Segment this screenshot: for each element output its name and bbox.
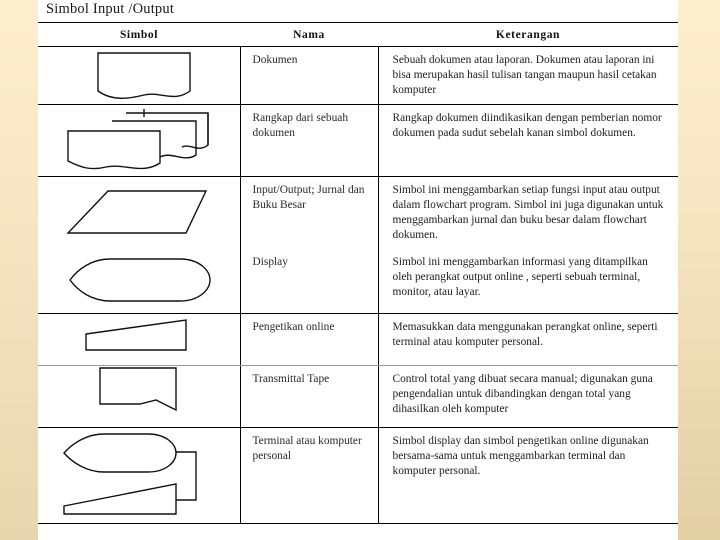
keterangan-cell: Sebuah dokumen atau laporan. Dokumen atau laporan ini bisa merupakan hasil tulisan tangan maupun hasil cetakan komputer bbox=[378, 47, 678, 105]
keterangan-cell: Rangkap dokumen diindikasikan dengan pemberian nomor dokumen pada sudut sebelah kanan simbol dokumen. bbox=[378, 105, 678, 177]
symbol-cell bbox=[38, 249, 240, 313]
symbol-cell bbox=[38, 427, 240, 523]
table-row bbox=[38, 313, 678, 365]
keterangan-cell: Memasukkan data menggunakan perangkat online, seperti terminal atau komputer personal. bbox=[378, 313, 678, 365]
nama-cell: Dokumen bbox=[240, 47, 378, 105]
nama-cell: Rangkap dari sebuah dokumen bbox=[240, 105, 378, 177]
table-row bbox=[38, 47, 678, 105]
symbol-cell bbox=[38, 47, 240, 105]
keterangan-cell: Control total yang dibuat secara manual; digunakan guna pengendalian untuk dibandingkan dengan total yang dihasilkan oleh komputer bbox=[378, 365, 678, 427]
nama-cell: Pengetikan online bbox=[240, 313, 378, 365]
manual-input-keyboard-symbol bbox=[38, 314, 238, 365]
left-decorative-strip bbox=[0, 0, 38, 540]
transmittal-tape-symbol bbox=[38, 366, 238, 427]
table-row bbox=[38, 177, 678, 250]
nama-cell: Transmittal Tape bbox=[240, 365, 378, 427]
column-header-simbol: Simbol bbox=[38, 23, 240, 47]
table-header-row bbox=[38, 23, 678, 47]
document-symbol bbox=[38, 47, 238, 103]
page-title: Simbol Input /Output bbox=[46, 1, 175, 17]
terminal-computer-symbol bbox=[38, 428, 238, 523]
symbol-cell bbox=[38, 177, 240, 250]
table-row bbox=[38, 365, 678, 427]
multiple-documents-symbol bbox=[38, 105, 238, 176]
symbol-cell bbox=[38, 105, 240, 177]
symbol-cell bbox=[38, 313, 240, 365]
table-row bbox=[38, 427, 678, 523]
keterangan-cell: Simbol display dan simbol pengetikan online digunakan bersama-sama untuk menggambarkan terminal dan komputer personal. bbox=[378, 427, 678, 523]
nama-cell: Display bbox=[240, 249, 378, 313]
keterangan-cell: Simbol ini menggambarkan setiap fungsi input atau output dalam flowchart program. Simbol ini juga digunakan untuk menggambarkan jurnal dan buku besar dalam flowchart dokumen. bbox=[392, 184, 664, 242]
slide-content bbox=[38, 0, 678, 540]
right-decorative-strip bbox=[678, 0, 720, 540]
column-header-nama: Nama bbox=[240, 23, 378, 47]
parallelogram-input-output-symbol bbox=[38, 177, 238, 248]
symbol-reference-table bbox=[38, 22, 678, 524]
table-row bbox=[38, 105, 678, 177]
display-symbol bbox=[38, 249, 238, 312]
keterangan-cell: Simbol ini menggambarkan informasi yang ditampilkan oleh perangkat output online , seperti sebuah terminal, monitor, atau layar. bbox=[378, 249, 678, 313]
nama-cell: Terminal atau komputer personal bbox=[240, 427, 378, 523]
nama-cell: Input/Output; Jurnal dan Buku Besar bbox=[240, 177, 378, 250]
symbol-cell bbox=[38, 365, 240, 427]
table-row bbox=[38, 249, 678, 313]
column-header-keterangan: Keterangan bbox=[378, 23, 678, 47]
